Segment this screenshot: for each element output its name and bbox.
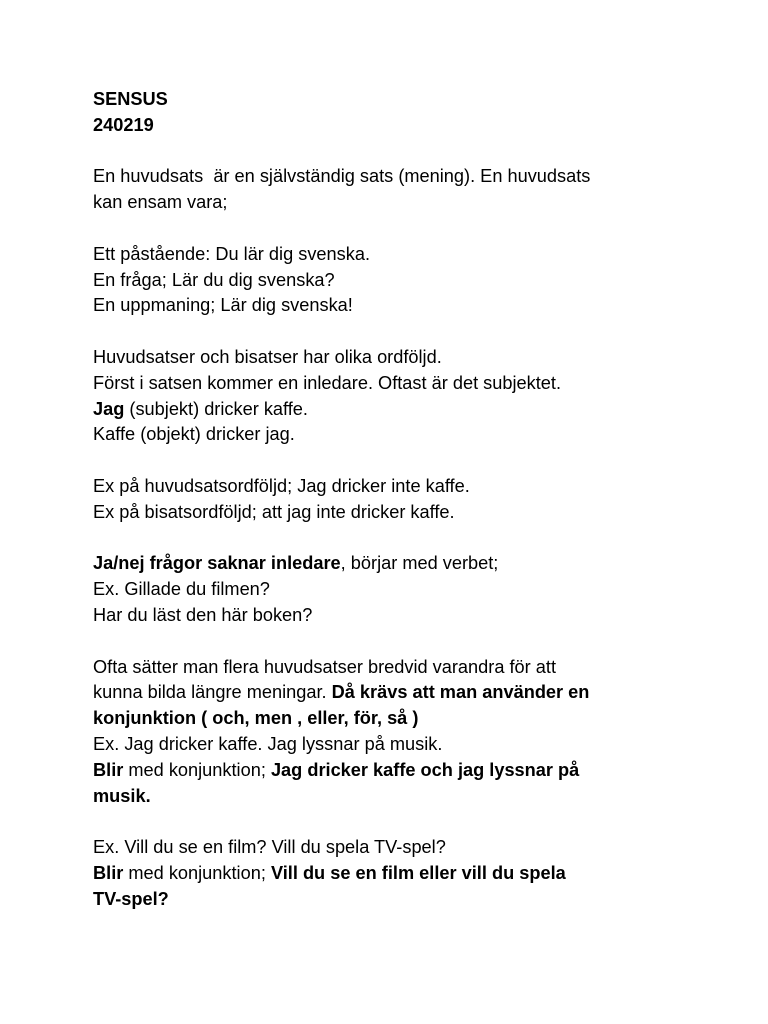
paragraph-line: Ofta sätter man flera huvudsatser bredvid varandra för att [93, 656, 556, 677]
bold-text: Vill du se en film eller vill du spela [270, 862, 566, 883]
paragraph-line [93, 551, 733, 577]
plain-text: med konjunktion; [123, 862, 271, 883]
spacer [93, 319, 733, 345]
spacer [93, 216, 733, 242]
bold-text: Jag dricker kaffe och jag lyssnar på [270, 759, 580, 780]
bold-text: Blir [93, 862, 124, 883]
bold-text: Jag [93, 398, 125, 419]
doc-date: 240219 [93, 114, 154, 135]
paragraph-line [93, 861, 733, 887]
paragraph-line: kan ensam vara; [93, 192, 228, 213]
paragraph-line: Ex. Vill du se en film? Vill du spela TV-spel? [93, 837, 446, 858]
paragraph-line: Kaffe (objekt) dricker jag. [93, 424, 295, 445]
paragraph-line: Först i satsen kommer en inledare. Oftast är det subjektet. [93, 372, 562, 393]
paragraph-line: Ex. Jag dricker kaffe. Jag lyssnar på musik. [93, 733, 443, 754]
bold-text: Blir [93, 759, 124, 780]
paragraph-line: musik. [93, 785, 151, 806]
spacer [93, 526, 733, 552]
paragraph-line: En huvudsats är en självständig sats (mening). En huvudsats [93, 166, 591, 187]
paragraph-line: Har du läst den här boken? [93, 604, 313, 625]
paragraph-line [93, 680, 733, 706]
paragraph-line: Ex på huvudsatsordföljd; Jag dricker inte kaffe. [93, 475, 470, 496]
document-page [93, 87, 733, 913]
spacer [93, 139, 733, 165]
paragraph-line: Ex. Gillade du filmen? [93, 579, 270, 600]
paragraph-line: Huvudsatser och bisatser har olika ordföljd. [93, 346, 442, 367]
spacer [93, 448, 733, 474]
spacer [93, 809, 733, 835]
bold-text: Då krävs att man använder en [331, 682, 590, 703]
plain-text: kunna bilda längre meningar. [93, 682, 332, 703]
plain-text: (subjekt) dricker kaffe. [124, 398, 308, 419]
paragraph-line: En fråga; Lär du dig svenska? [93, 269, 335, 290]
plain-text: med konjunktion; [123, 759, 271, 780]
doc-title: SENSUS [93, 89, 168, 109]
paragraph-line [93, 397, 733, 423]
spacer [93, 629, 733, 655]
paragraph-line: Ett påstående: Du lär dig svenska. [93, 243, 371, 264]
paragraph-line: En uppmaning; Lär dig svenska! [93, 295, 353, 316]
bold-text: Ja/nej frågor saknar inledare [93, 553, 341, 574]
paragraph-line: TV-spel? [93, 888, 169, 909]
paragraph-line: Ex på bisatsordföljd; att jag inte dricker kaffe. [93, 501, 455, 522]
plain-text: , börjar med verbet; [340, 553, 499, 574]
paragraph-line: konjunktion ( och, men , eller, för, så ) [93, 708, 419, 729]
paragraph-line [93, 758, 733, 784]
